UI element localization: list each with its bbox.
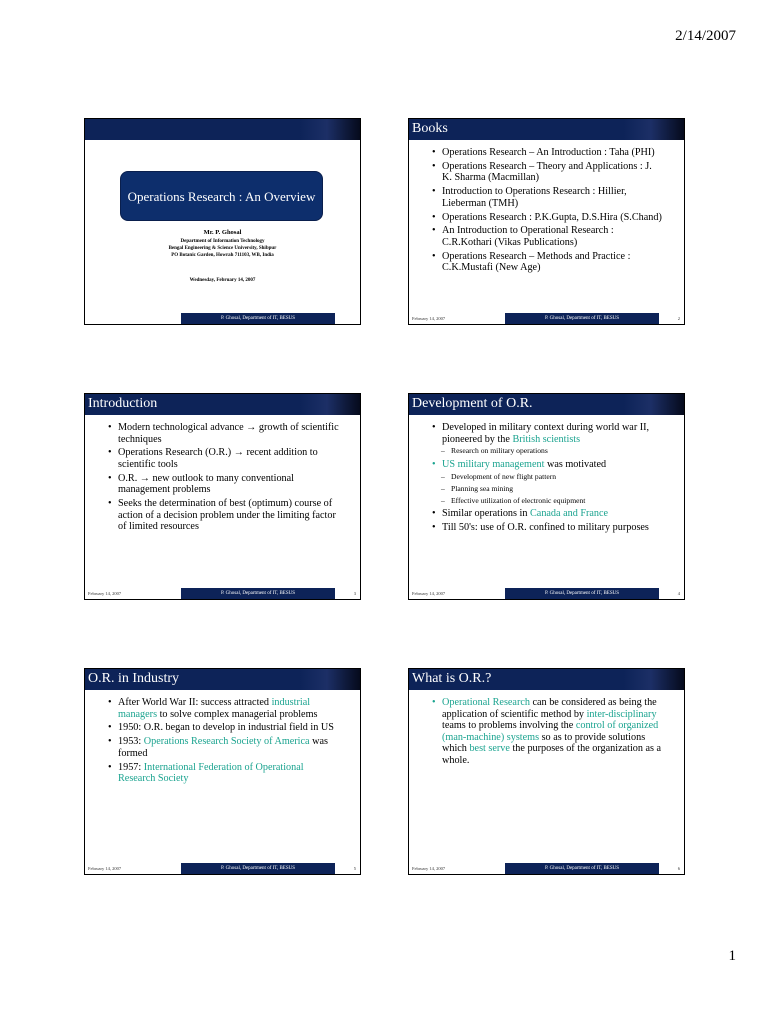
slide-title: Books [412, 121, 448, 136]
slide-footer: P. Ghosal, Department of IT, BESUS [505, 863, 659, 874]
presentation-date: Wednesday, February 14, 2007 [189, 278, 256, 283]
list-item: • Introduction to Operations Research : Hillier, Lieberman (TMH) [431, 186, 663, 209]
slide-date: February 14, 2007 [412, 316, 446, 321]
author-name: Mr. P. Ghosal [203, 229, 242, 236]
list-item: • Operations Research – An Introduction : Taha (PHI) [431, 147, 663, 159]
list-item: • Similar operations in Canada and France [431, 508, 663, 520]
list-item: • 1953: Operations Research Society of America was formed [107, 736, 339, 759]
slide-footer: P. Ghosal, Department of IT, BESUS [505, 588, 659, 599]
list-item: • Till 50's: use of O.R. confined to military purposes [431, 522, 663, 534]
slide-number: 6 [677, 866, 680, 871]
bullet-list [431, 147, 663, 276]
page-date: 2/14/2007 [675, 28, 736, 44]
slide-title: What is O.R.? [412, 671, 492, 686]
slide-footer: P. Ghosal, Department of IT, BESUS [181, 863, 335, 874]
slide-title-bar [409, 119, 684, 140]
list-item: • After World War II: success attracted industrial managers to solve complex managerial problems [107, 697, 339, 720]
slide-number: 5 [353, 866, 356, 871]
bullet-list [431, 697, 663, 769]
sub-list-item: – Development of new flight pattern [431, 472, 663, 481]
list-item: • 1950: O.R. began to develop in industrial field in US [107, 722, 339, 734]
bullet-list [107, 422, 339, 535]
slide-date: February 14, 2007 [88, 866, 122, 871]
address: PO Botanic Garden, Howrah 711103, WB, India [171, 253, 274, 258]
slide-4 [408, 393, 685, 600]
list-item: • Modern technological advance → growth of scientific techniques [107, 422, 339, 445]
slide-6 [408, 668, 685, 875]
list-item: • Operations Research – Theory and Applications : J. K. Sharma (Macmillan) [431, 161, 663, 184]
slide-2 [408, 118, 685, 325]
slide-title: O.R. in Industry [88, 671, 179, 686]
slide-date: February 14, 2007 [88, 591, 122, 596]
department: Department of Information Technology [180, 239, 265, 244]
list-item: • O.R. → new outlook to many conventional management problems [107, 473, 339, 496]
slide-number: 3 [353, 591, 356, 596]
list-item: • Operations Research : P.K.Gupta, D.S.Hira (S.Chand) [431, 212, 663, 224]
slide-1 [84, 118, 361, 325]
slide-number: 4 [677, 591, 680, 596]
list-item: • An Introduction to Operational Research : C.R.Kothari (Vikas Publications) [431, 225, 663, 248]
list-item: • Seeks the determination of best (optimum) course of action of a decision problem under the limiting factor of limited resources [107, 498, 339, 533]
slide-date: February 14, 2007 [412, 591, 446, 596]
slide-footer: P. Ghosal, Department of IT, BESUS [505, 313, 659, 324]
slide-title-bar [85, 119, 360, 140]
slide-main-title: Operations Research : An Overview [121, 172, 322, 220]
list-item: • Developed in military context during world war II, pioneered by the British scientists [431, 422, 663, 445]
sub-list-item: – Effective utilization of electronic equipment [431, 496, 663, 505]
slide-3 [84, 393, 361, 600]
list-item: • US military management was motivated [431, 459, 663, 471]
slide-footer: P. Ghosal, Department of IT, BESUS [181, 313, 335, 324]
slide-number: 2 [677, 316, 680, 321]
college: Bengal Engineering & Science University, Shibpur [168, 246, 277, 251]
bullet-list [431, 422, 663, 536]
slide-footer: P. Ghosal, Department of IT, BESUS [181, 588, 335, 599]
bullet-list [107, 697, 339, 787]
slide-date: February 14, 2007 [412, 866, 446, 871]
slide-title: Introduction [88, 396, 158, 411]
slide-5 [84, 668, 361, 875]
list-item: • 1957: International Federation of Operational Research Society [107, 762, 339, 785]
page-number: 1 [728, 948, 736, 964]
sub-list-item: – Planning sea mining [431, 484, 663, 493]
slide-title: Development of O.R. [412, 396, 533, 411]
list-item: • Operations Research – Methods and Practice : C.K.Mustafi (New Age) [431, 251, 663, 274]
sub-list-item: – Research on military operations [431, 446, 663, 455]
list-item: • Operational Research can be considered as being the application of scientific method by inter-disciplinary teams to problems involving the control of organized (man-machine) systems so as to provide solutions which best serve the purposes of the organization as a whole. [431, 697, 663, 767]
list-item: • Operations Research (O.R.) → recent addition to scientific tools [107, 447, 339, 470]
